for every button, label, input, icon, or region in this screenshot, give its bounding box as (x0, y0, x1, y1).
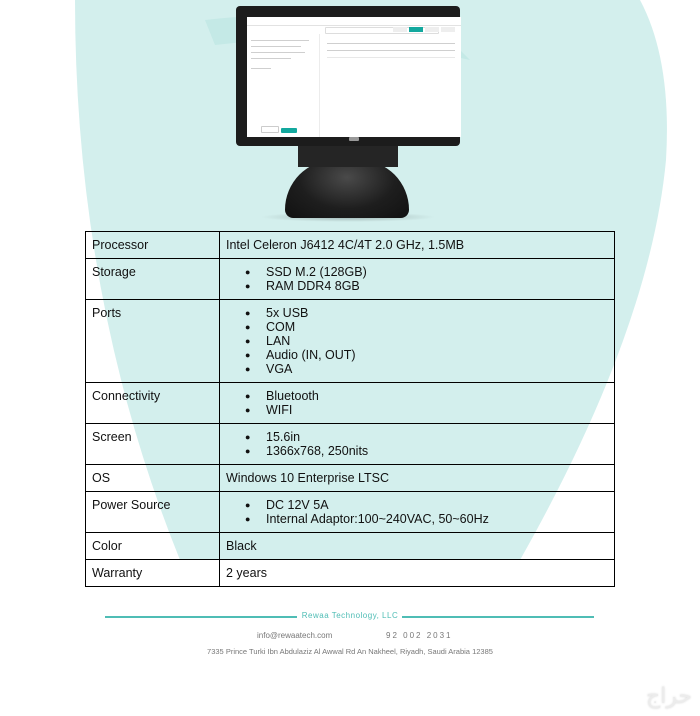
pos-terminal-image (230, 0, 470, 225)
spec-bullet-item: ● 15.6in (226, 430, 608, 444)
screen-tabs (393, 27, 455, 32)
monitor-screen (247, 17, 461, 137)
screen-secondary-button (261, 126, 279, 133)
contact-email: info@rewaatech.com (257, 631, 333, 640)
spec-bullet-item: ● SSD M.2 (128GB) (226, 265, 608, 279)
spec-bullet-item: ● 1366x768, 250nits (226, 444, 608, 458)
spec-bullet-item: ● WIFI (226, 403, 608, 417)
spec-bullet-list (226, 389, 608, 417)
spec-label: Ports (86, 300, 220, 383)
spec-row (86, 465, 615, 492)
spec-bullet-list (226, 306, 608, 376)
spec-row (86, 492, 615, 533)
stand-neck (298, 145, 398, 167)
spec-bullet-item: ● DC 12V 5A (226, 498, 608, 512)
spec-value: Black (220, 533, 615, 560)
spec-row (86, 232, 615, 259)
spec-bullet-item: ● Audio (IN, OUT) (226, 348, 608, 362)
spec-row (86, 533, 615, 560)
stand-base (285, 160, 409, 218)
spec-bullet-item: ● Bluetooth (226, 389, 608, 403)
spec-row (86, 383, 615, 424)
spec-value (220, 424, 615, 465)
spec-label: Storage (86, 259, 220, 300)
spec-bullet-list (226, 265, 608, 293)
spec-value (220, 492, 615, 533)
spec-bullet-item: ● RAM DDR4 8GB (226, 279, 608, 293)
contact-phone: 92 002 2031 (386, 631, 453, 640)
company-name: Rewaa Technology, LLC (301, 611, 399, 620)
spec-table (85, 231, 615, 587)
spec-label: Warranty (86, 560, 220, 587)
spec-bullet-item: ● 5x USB (226, 306, 608, 320)
spec-value (220, 259, 615, 300)
spec-row (86, 300, 615, 383)
spec-value (220, 300, 615, 383)
screen-header (247, 17, 461, 26)
spec-label: OS (86, 465, 220, 492)
spec-value: 2 years (220, 560, 615, 587)
spec-row (86, 560, 615, 587)
spec-value: Intel Celeron J6412 4C/4T 2.0 GHz, 1.5MB (220, 232, 615, 259)
screen-primary-button (281, 128, 297, 133)
spec-bullet-list (226, 430, 608, 458)
haraj-watermark: حراج (645, 684, 692, 709)
spec-label: Processor (86, 232, 220, 259)
spec-value: Windows 10 Enterprise LTSC (220, 465, 615, 492)
spec-row (86, 259, 615, 300)
monitor-bezel (236, 6, 460, 146)
screen-sidebar (247, 34, 320, 137)
company-address: 7335 Prince Turki Ibn Abdulaziz Al Awwal Rd An Nakheel, Riyadh, Saudi Arabia 12385 (207, 647, 493, 656)
spec-bullet-item: ● COM (226, 320, 608, 334)
spec-bullet-list (226, 498, 608, 526)
spec-label: Screen (86, 424, 220, 465)
spec-value (220, 383, 615, 424)
monitor-logo (349, 137, 359, 141)
spec-row (86, 424, 615, 465)
spec-label: Color (86, 533, 220, 560)
spec-label: Connectivity (86, 383, 220, 424)
spec-table-body (86, 232, 615, 587)
spec-bullet-item: ● VGA (226, 362, 608, 376)
spec-bullet-item: ● LAN (226, 334, 608, 348)
spec-label: Power Source (86, 492, 220, 533)
spec-bullet-item: ● Internal Adaptor:100~240VAC, 50~60Hz (226, 512, 608, 526)
